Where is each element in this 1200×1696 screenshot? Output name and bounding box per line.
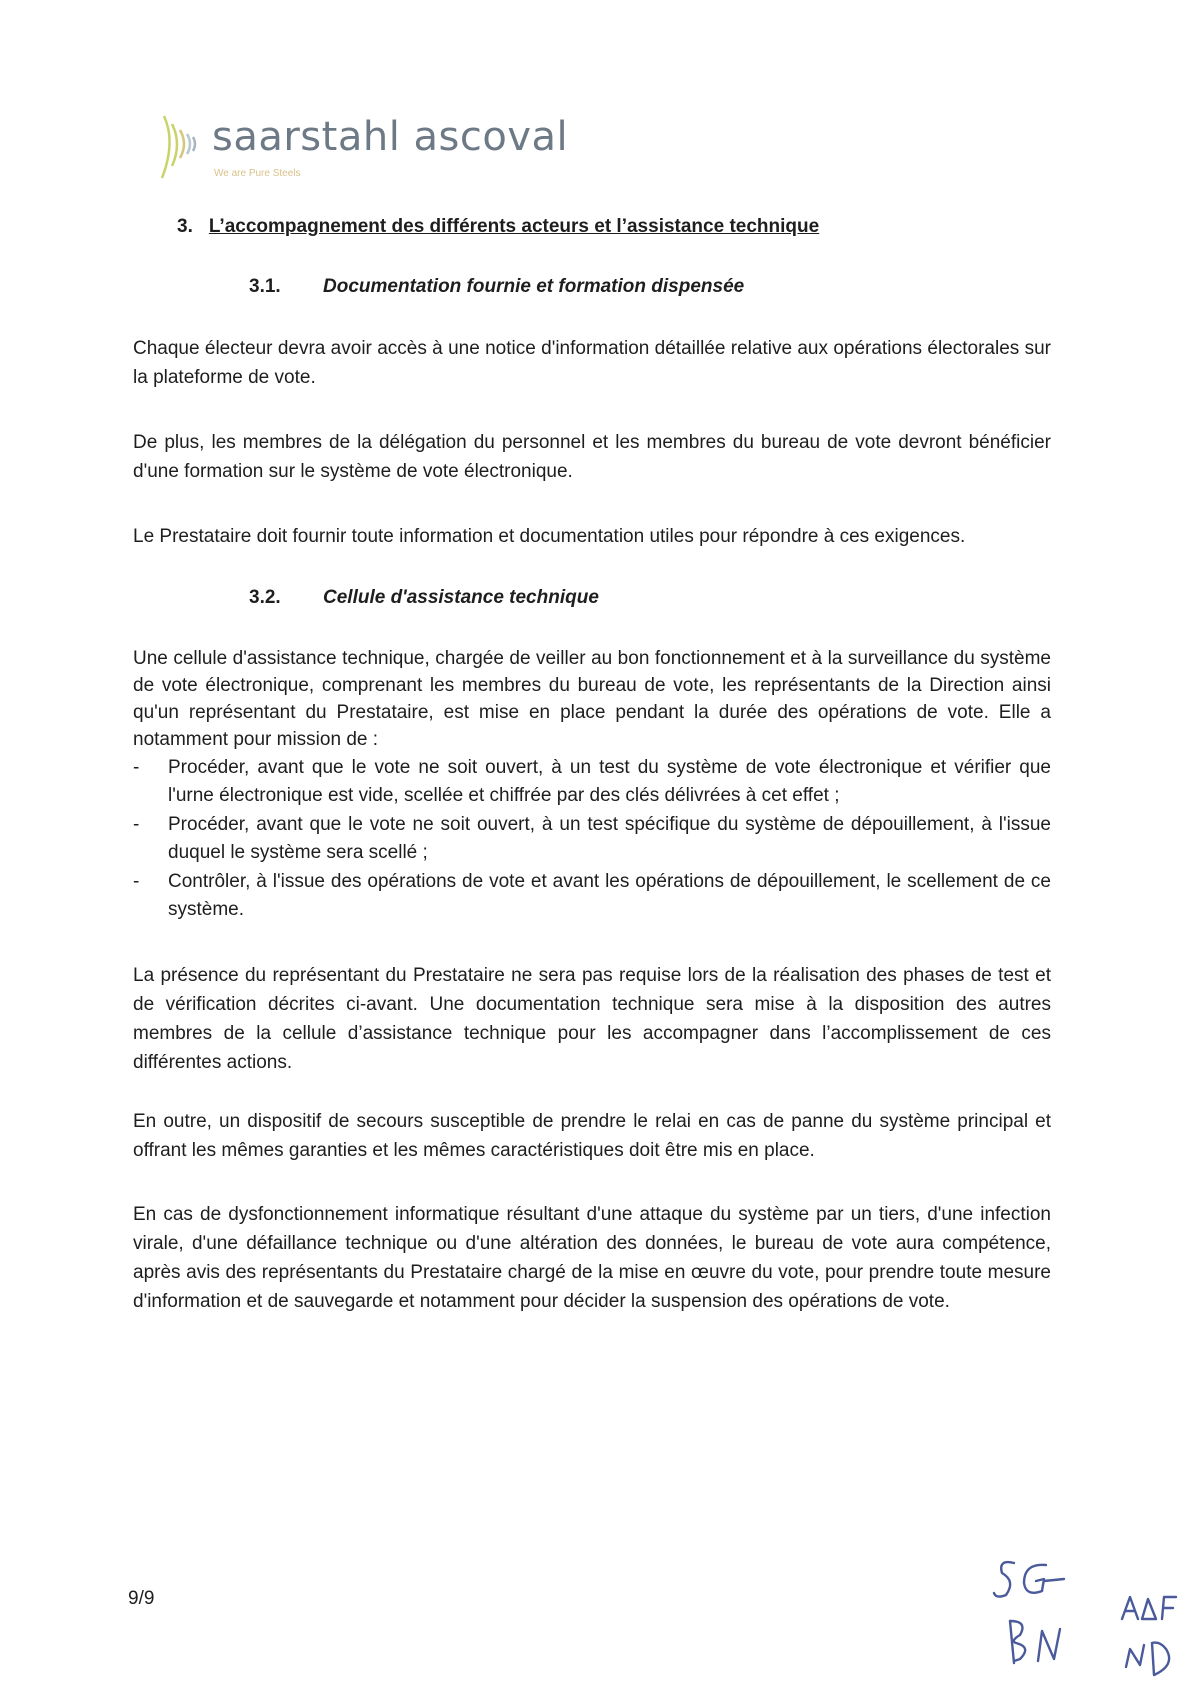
paragraph: De plus, les membres de la délégation du personnel et les membres du bureau de vote devront bénéficier d'une formation sur le système de vote électronique. (133, 432, 1051, 482)
subsection-number: 3.1. (249, 276, 281, 297)
subsection-number: 3.2. (249, 587, 281, 608)
paragraph: Chaque électeur devra avoir accès à une notice d'information détaillée relative aux opérations électorales sur la plateforme de vote. (133, 338, 1051, 388)
handwritten-initials (980, 1555, 1180, 1685)
logo-tagline: We are Pure Steels (214, 168, 301, 179)
company-logo (160, 112, 569, 192)
section-heading (177, 216, 819, 238)
paragraph: En cas de dysfonctionnement informatique résultant d'une attaque du système par un tiers, d'une infection virale, d'une défaillance technique ou d'une altération des données, le bureau de vote aura compétence, après avis des représentants du Prestataire chargé de la mise en œuvre du vote, pour prendre toute mesure d'information et de sauvegarde et notamment pour décider la suspension des opérations de vote. (133, 1204, 1051, 1312)
mission-list (133, 754, 1051, 924)
paragraph: En outre, un dispositif de secours susceptible de prendre le relai en cas de panne du système principal et offrant les mêmes garanties et les mêmes caractéristiques doit être mis en place. (133, 1111, 1051, 1161)
section-number: 3. (177, 216, 193, 237)
subsection-title: Cellule d'assistance technique (323, 587, 599, 608)
section-title: L’accompagnement des différents acteurs et l’assistance technique (208, 216, 820, 237)
page-number: 9/9 (128, 1588, 155, 1609)
list-item: - Procéder, avant que le vote ne soit ouvert, à un test spécifique du système de dépouillement, à l'issue duquel le système sera scellé ; (133, 811, 1051, 867)
logo-name: saarstahl ascoval (212, 114, 569, 160)
subsection-heading-3-1 (249, 276, 744, 298)
list-item: - Contrôler, à l'issue des opérations de vote et avant les opérations de dépouillement, le scellement de ce système. (133, 868, 1051, 924)
paragraph: La présence du représentant du Prestataire ne sera pas requise lors de la réalisation des phases de test et de vérification décrites ci-avant. Une documentation technique sera mise à la disposition des autres membres de la cellule d’assistance technique pour les accompagner dans l’accomplissement de ces différentes actions. (133, 965, 1051, 1073)
paragraph: Une cellule d'assistance technique, chargée de veiller au bon fonctionnement et à la surveillance du système de vote électronique, comprenant les membres du bureau de vote, les représentants de la Direction ainsi qu'un représentant du Prestataire, est mise en place pendant la durée des opérations de vote. Elle a notamment pour mission de : (133, 648, 1051, 750)
subsection-heading-3-2 (249, 587, 599, 609)
subsection-title: Documentation fournie et formation dispensée (323, 276, 745, 297)
paragraph: Le Prestataire doit fournir toute information et documentation utiles pour répondre à ces exigences. (133, 526, 966, 547)
list-item: - Procéder, avant que le vote ne soit ouvert, à un test du système de vote électronique et vérifier que l'urne électronique est vide, scellée et chiffrée par des clés délivrées à cet effet ; (133, 754, 1051, 810)
logo-waves-icon (160, 112, 210, 182)
